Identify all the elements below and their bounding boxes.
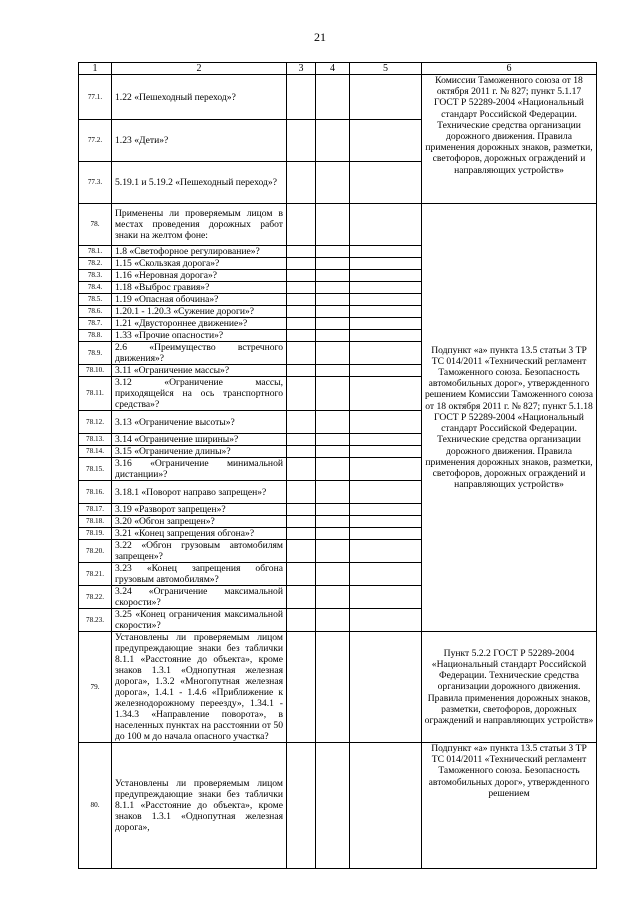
row-number: 78.17. (79, 504, 112, 516)
col-4-cell[interactable] (316, 458, 350, 481)
col-5-cell[interactable] (350, 330, 422, 342)
row-number: 78.16. (79, 481, 112, 504)
row-number: 78.6. (79, 306, 112, 318)
col-3-cell[interactable] (287, 282, 316, 294)
question-text: Применены ли проверяемым лицом в местах проведения дорожных работ знаки на желтом фоне: (112, 204, 287, 246)
question-text: 3.15 «Ограничение длины»? (112, 446, 287, 458)
row-number: 78.8. (79, 330, 112, 342)
row-number: 78.18. (79, 516, 112, 528)
col-5-cell[interactable] (350, 258, 422, 270)
col-5-cell[interactable] (350, 632, 422, 743)
row-number: 78.14. (79, 446, 112, 458)
question-text: 3.22 «Обгон грузовым автомобилям запрещен»? (112, 540, 287, 563)
col-5-cell[interactable] (350, 270, 422, 282)
col-3-cell[interactable] (287, 246, 316, 258)
question-text: 3.20 «Обгон запрещен»? (112, 516, 287, 528)
col-3-cell[interactable] (287, 563, 316, 586)
col-3-cell[interactable] (287, 75, 316, 120)
col-5-cell[interactable] (350, 294, 422, 306)
col-3-cell[interactable] (287, 342, 316, 365)
col-4-cell[interactable] (316, 258, 350, 270)
question-text: Установлены ли проверяемым лицом предупреждающие знаки без таблички 8.1.1 «Расстояние до объекта», кроме знаков 1.3.1 «Однопутная железная дорога», (112, 743, 287, 869)
question-text: 3.16 «Ограничение минимальной дистанции»? (112, 458, 287, 481)
row-number: 77.1. (79, 75, 112, 120)
col-5-cell[interactable] (350, 540, 422, 563)
col-5-cell[interactable] (350, 365, 422, 377)
col-4-cell[interactable] (316, 318, 350, 330)
col-4-cell[interactable] (316, 504, 350, 516)
col-4-cell[interactable] (316, 246, 350, 258)
col-4-cell[interactable] (316, 540, 350, 563)
col-3-cell[interactable] (287, 434, 316, 446)
col-4-cell[interactable] (316, 586, 350, 609)
row-number: 79. (79, 632, 112, 743)
col-4-cell[interactable] (316, 270, 350, 282)
legal-reference: Пункт 5.2.2 ГОСТ Р 52289-2004 «Национальный стандарт Российской Федерации. Технические средства организации дорожного движения. Правила применения дорожных знаков, разметки, светофоров, дорожных ограждений и направляющих устройств» (422, 632, 597, 743)
col-5-cell[interactable] (350, 528, 422, 540)
row-number: 78. (79, 204, 112, 246)
header-cell-5: 5 (350, 63, 422, 75)
row-number: 78.19. (79, 528, 112, 540)
col-3-cell[interactable] (287, 481, 316, 504)
row-number: 78.9. (79, 342, 112, 365)
col-4-cell[interactable] (316, 75, 350, 120)
col-4-cell[interactable] (316, 204, 350, 246)
col-5-cell[interactable] (350, 434, 422, 446)
col-3-cell[interactable] (287, 458, 316, 481)
row-number: 78.12. (79, 411, 112, 434)
legal-reference: Подпункт «а» пункта 13.5 статьи 3 ТР ТС 014/2011 «Технический регламент Таможенного союза. Безопасность автомобильных дорог», утвержденного решением Комиссии Таможенного союза от 18 октября 2011 г. № 827; пункт 5.1.18 ГОСТ Р 52289-2004 «Национальный стандарт Российской Федерации. Технические средства организации дорожного движения. Правила применения дорожных знаков, разметки, светофоров, дорожных ограждений и направляющих устройств» (422, 204, 597, 632)
question-text: 3.13 «Ограничение высоты»? (112, 411, 287, 434)
question-text: 1.18 «Выброс гравия»? (112, 282, 287, 294)
question-text: 3.19 «Разворот запрещен»? (112, 504, 287, 516)
col-3-cell[interactable] (287, 743, 316, 869)
col-5-cell[interactable] (350, 162, 422, 204)
col-3-cell[interactable] (287, 609, 316, 632)
header-cell-4: 4 (316, 63, 350, 75)
table-row (79, 632, 597, 743)
col-5-cell[interactable] (350, 318, 422, 330)
question-text: 1.21 «Двустороннее движение»? (112, 318, 287, 330)
col-5-cell[interactable] (350, 411, 422, 434)
col-4-cell[interactable] (316, 434, 350, 446)
row-number: 78.15. (79, 458, 112, 481)
row-number: 78.13. (79, 434, 112, 446)
header-cell-2: 2 (112, 63, 287, 75)
col-4-cell[interactable] (316, 120, 350, 162)
col-4-cell[interactable] (316, 481, 350, 504)
col-3-cell[interactable] (287, 504, 316, 516)
col-5-cell[interactable] (350, 377, 422, 411)
col-3-cell[interactable] (287, 294, 316, 306)
col-3-cell[interactable] (287, 528, 316, 540)
table-header-row (79, 63, 597, 75)
row-number: 80. (79, 743, 112, 869)
col-4-cell[interactable] (316, 330, 350, 342)
col-3-cell[interactable] (287, 204, 316, 246)
col-5-cell[interactable] (350, 204, 422, 246)
row-number: 78.10. (79, 365, 112, 377)
question-text: 3.11 «Ограничение массы»? (112, 365, 287, 377)
col-4-cell[interactable] (316, 563, 350, 586)
col-3-cell[interactable] (287, 411, 316, 434)
question-text: 3.25 «Конец ограничения максимальной скорости»? (112, 609, 287, 632)
col-3-cell[interactable] (287, 258, 316, 270)
table-row (79, 75, 597, 120)
question-text: 1.22 «Пешеходный переход»? (112, 75, 287, 120)
col-3-cell[interactable] (287, 446, 316, 458)
header-cell-6: 6 (422, 63, 597, 75)
legal-reference: Комиссии Таможенного союза от 18 октября 2011 г. № 827; пункт 5.1.17 ГОСТ Р 52289-2004 «Национальный стандарт Российской Федерации. Технические средства организации дорожного движения. Правила применения дорожных знаков, разметки, светофоров, дорожных ограждений и направляющих устройств» (422, 75, 597, 204)
legal-reference: Подпункт «а» пункта 13.5 статьи 3 ТР ТС 014/2011 «Технический регламент Таможенного союза. Безопасность автомобильных дорог», утвержденного решением (422, 743, 597, 869)
col-3-cell[interactable] (287, 330, 316, 342)
question-text: 3.23 «Конец запрещения обгона грузовым автомобилям»? (112, 563, 287, 586)
col-3-cell[interactable] (287, 162, 316, 204)
col-5-cell[interactable] (350, 75, 422, 120)
col-4-cell[interactable] (316, 377, 350, 411)
col-3-cell[interactable] (287, 318, 316, 330)
row-number: 78.7. (79, 318, 112, 330)
col-3-cell[interactable] (287, 377, 316, 411)
question-text: Установлены ли проверяемым лицом предупреждающие знаки без таблички 8.1.1 «Расстояние до объекта», кроме знаков 1.3.1 «Однопутная железная дорога», 1.3.2 «Многопутная железная дорога», 1.4.1 - 1.4.6 «Приближение к железнодорожному переезду», 1.34.1 - 1.34.3 «Направление поворота», в населенных пунктах на расстоянии от 50 до 100 м до начала опасного участка? (112, 632, 287, 743)
col-4-cell[interactable] (316, 342, 350, 365)
question-text: 3.21 «Конец запрещения обгона»? (112, 528, 287, 540)
col-3-cell[interactable] (287, 632, 316, 743)
row-number: 78.23. (79, 609, 112, 632)
table-row (79, 204, 597, 246)
row-number: 78.2. (79, 258, 112, 270)
col-5-cell[interactable] (350, 458, 422, 481)
col-5-cell[interactable] (350, 743, 422, 869)
col-5-cell[interactable] (350, 342, 422, 365)
col-3-cell[interactable] (287, 540, 316, 563)
col-3-cell[interactable] (287, 270, 316, 282)
row-number: 77.3. (79, 162, 112, 204)
col-4-cell[interactable] (316, 306, 350, 318)
col-4-cell[interactable] (316, 282, 350, 294)
header-cell-3: 3 (287, 63, 316, 75)
question-text: 2.6 «Преимущество встречного движения»? (112, 342, 287, 365)
col-4-cell[interactable] (316, 411, 350, 434)
col-5-cell[interactable] (350, 481, 422, 504)
question-text: 1.20.1 - 1.20.3 «Сужение дороги»? (112, 306, 287, 318)
col-5-cell[interactable] (350, 609, 422, 632)
question-text: 1.16 «Неровная дорога»? (112, 270, 287, 282)
col-3-cell[interactable] (287, 306, 316, 318)
question-text: 1.8 «Светофорное регулирование»? (112, 246, 287, 258)
header-cell-1: 1 (79, 63, 112, 75)
col-5-cell[interactable] (350, 446, 422, 458)
col-4-cell[interactable] (316, 516, 350, 528)
row-number: 78.4. (79, 282, 112, 294)
row-number: 78.1. (79, 246, 112, 258)
col-5-cell[interactable] (350, 306, 422, 318)
col-5-cell[interactable] (350, 516, 422, 528)
col-3-cell[interactable] (287, 586, 316, 609)
row-number: 78.21. (79, 563, 112, 586)
row-number: 78.3. (79, 270, 112, 282)
col-4-cell[interactable] (316, 609, 350, 632)
question-text: 1.33 «Прочие опасности»? (112, 330, 287, 342)
col-4-cell[interactable] (316, 294, 350, 306)
question-text: 1.19 «Опасная обочина»? (112, 294, 287, 306)
row-number: 78.11. (79, 377, 112, 411)
col-4-cell[interactable] (316, 446, 350, 458)
question-text: 3.18.1 «Поворот направо запрещен»? (112, 481, 287, 504)
row-number: 78.20. (79, 540, 112, 563)
col-3-cell[interactable] (287, 516, 316, 528)
col-4-cell[interactable] (316, 743, 350, 869)
col-5-cell[interactable] (350, 563, 422, 586)
row-number: 78.22. (79, 586, 112, 609)
col-3-cell[interactable] (287, 365, 316, 377)
col-5-cell[interactable] (350, 586, 422, 609)
col-4-cell[interactable] (316, 528, 350, 540)
question-text: 3.12 «Ограничение массы, приходящейся на ось транспортного средства»? (112, 377, 287, 411)
checklist-table (78, 62, 597, 869)
row-number: 77.2. (79, 120, 112, 162)
question-text: 1.15 «Скользкая дорога»? (112, 258, 287, 270)
col-5-cell[interactable] (350, 246, 422, 258)
col-5-cell[interactable] (350, 120, 422, 162)
question-text: 3.24 «Ограничение максимальной скорости»? (112, 586, 287, 609)
question-text: 1.23 «Дети»? (112, 120, 287, 162)
col-5-cell[interactable] (350, 282, 422, 294)
question-text: 3.14 «Ограничение ширины»? (112, 434, 287, 446)
col-4-cell[interactable] (316, 162, 350, 204)
question-text: 5.19.1 и 5.19.2 «Пешеходный переход»? (112, 162, 287, 204)
col-4-cell[interactable] (316, 365, 350, 377)
table-row (79, 743, 597, 869)
col-4-cell[interactable] (316, 632, 350, 743)
page-number: 21 (314, 30, 326, 44)
row-number: 78.5. (79, 294, 112, 306)
col-5-cell[interactable] (350, 504, 422, 516)
col-3-cell[interactable] (287, 120, 316, 162)
